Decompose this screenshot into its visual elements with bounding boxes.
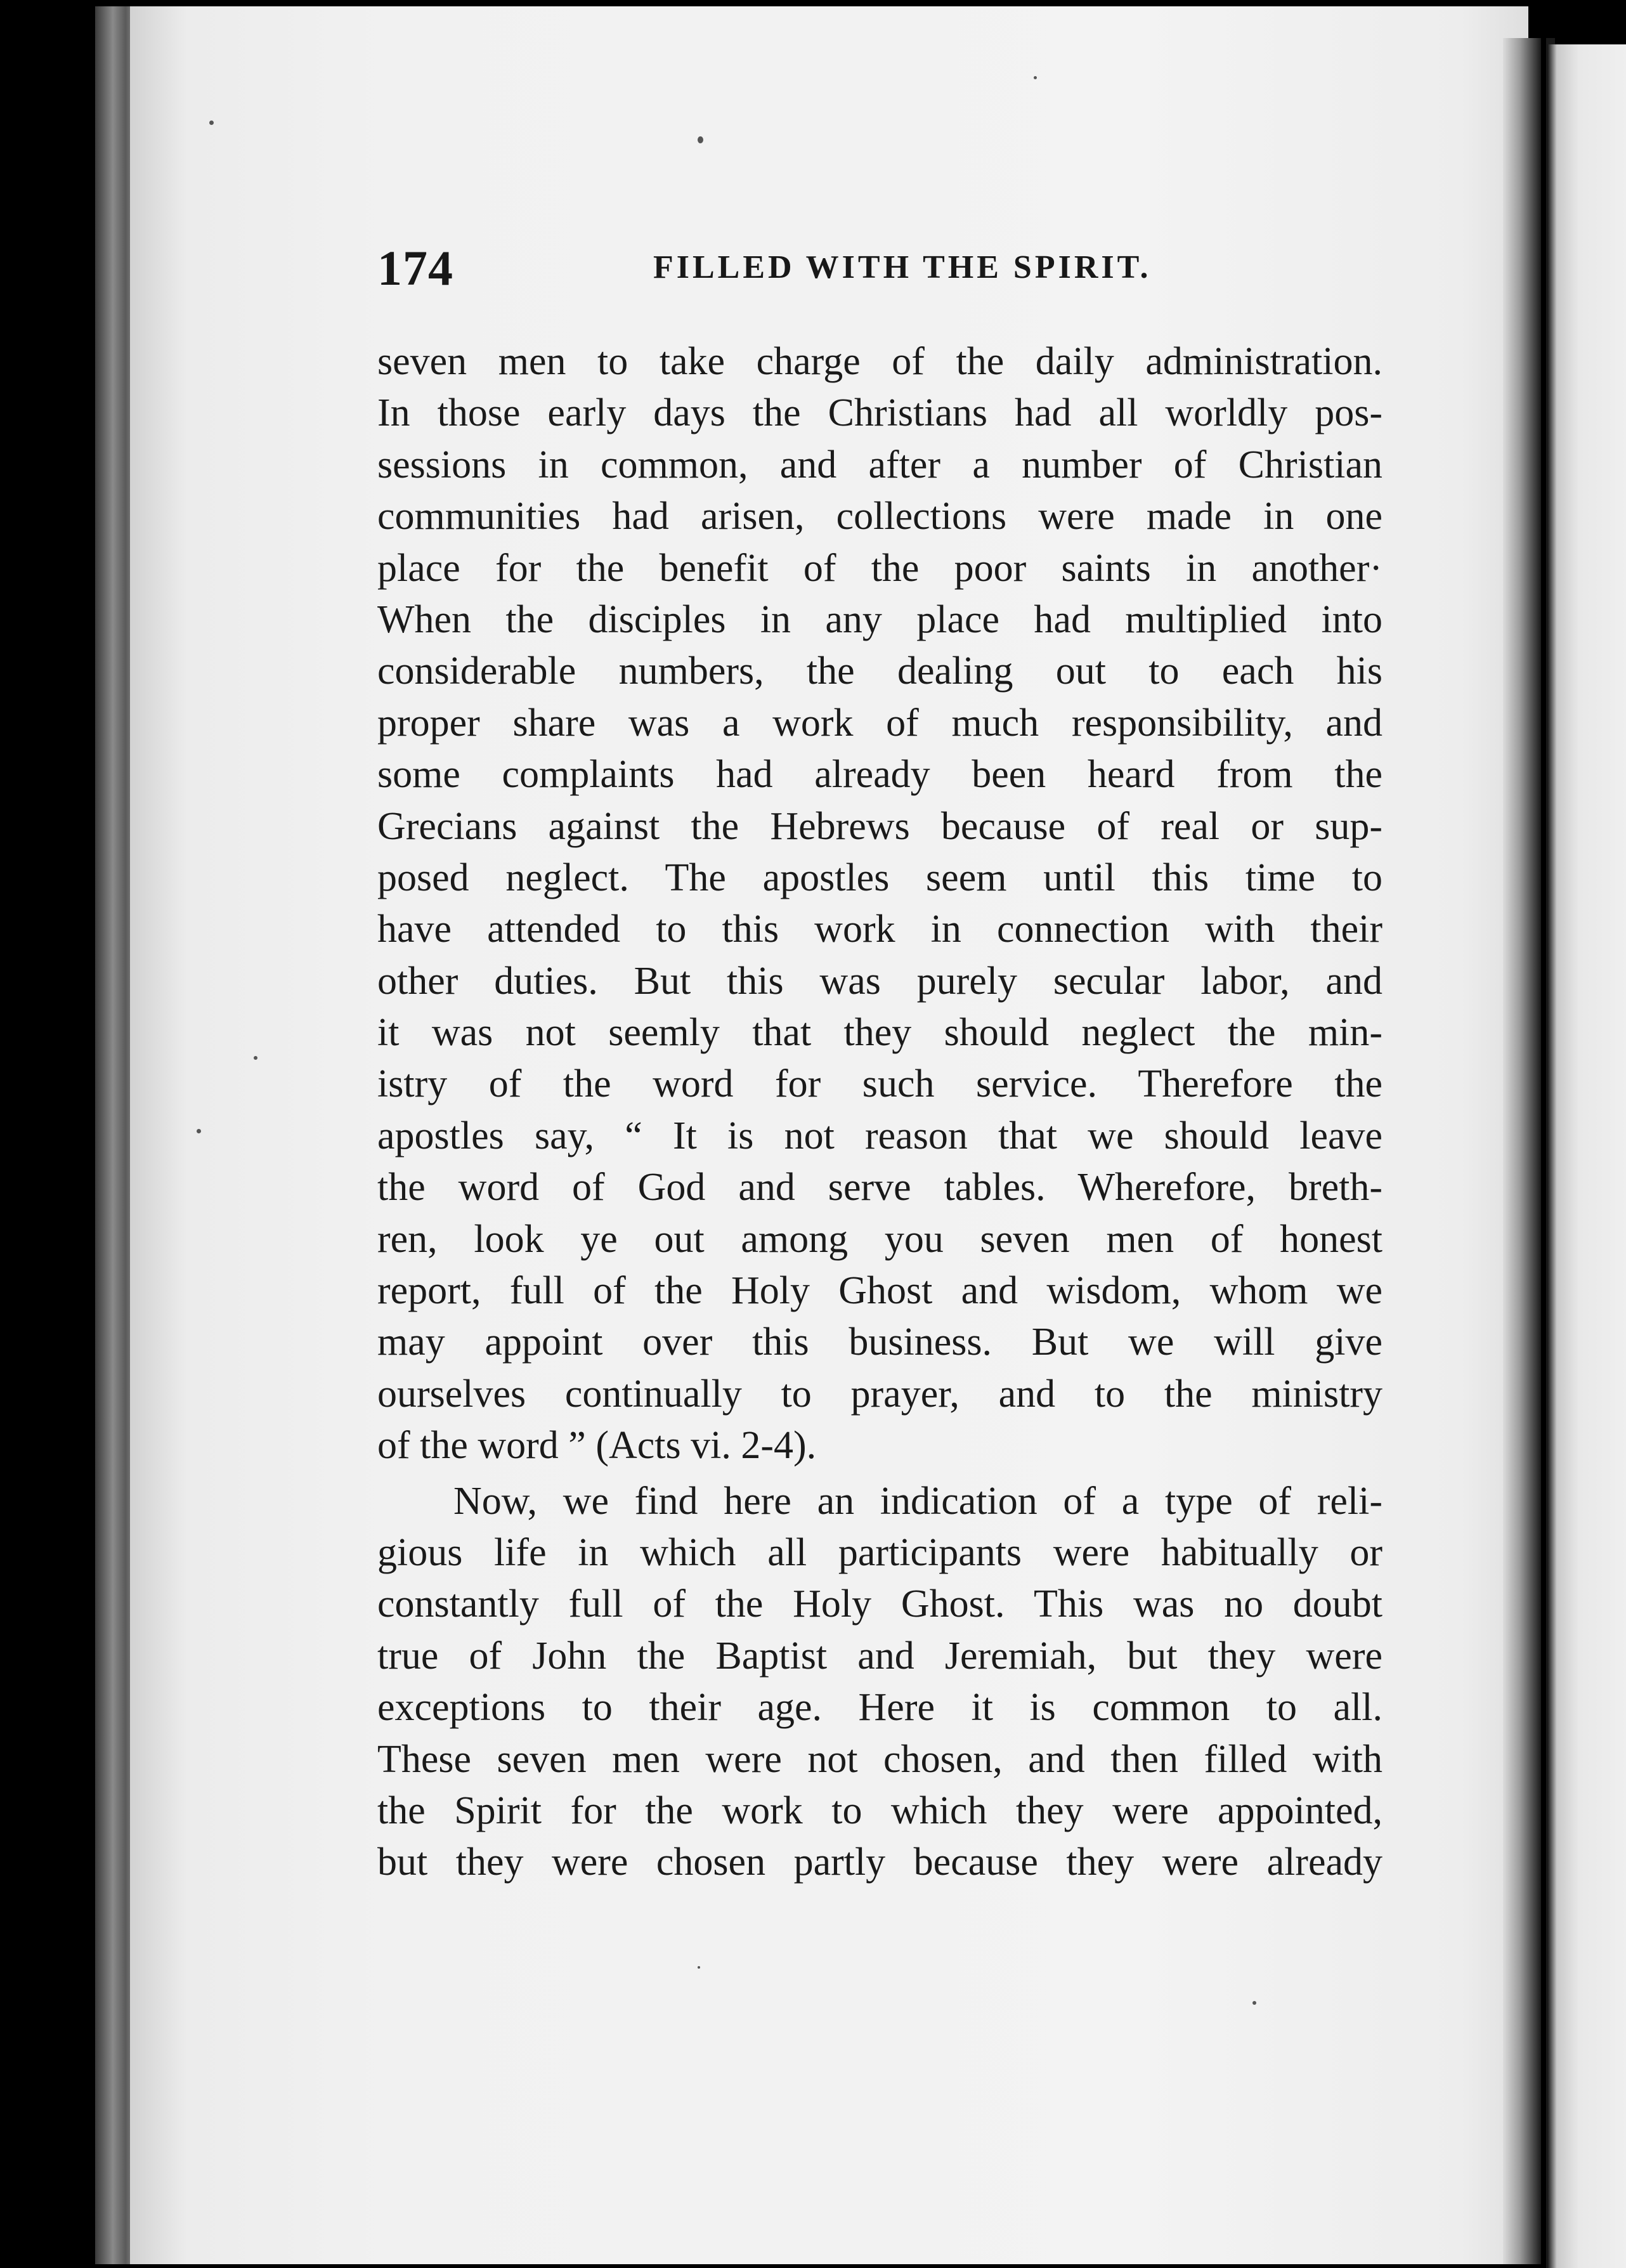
page-number: 174	[377, 240, 453, 296]
dust-speck	[698, 136, 703, 143]
body-text	[377, 336, 1382, 1889]
dust-speck	[1252, 2001, 1256, 2005]
page-gutter-shadow	[1503, 38, 1541, 2264]
facing-page-edge	[1547, 44, 1626, 2268]
text-line: ren, look ye out among you seven men of honest	[377, 1217, 1382, 1261]
text-line: ourselves continually to prayer, and to the ministry	[377, 1372, 1382, 1416]
text-line: exceptions to their age. Here it is common to all.	[377, 1686, 1382, 1730]
text-line: may appoint over this business. But we will give	[377, 1320, 1382, 1364]
text-line: of the word ” (Acts vi. 2-4).	[377, 1424, 817, 1468]
text-line: the word of God and serve tables. Wherefore, breth-	[377, 1166, 1382, 1209]
text-line: proper share was a work of much responsibility, and	[377, 701, 1382, 745]
text-line: constantly full of the Holy Ghost. This was no doubt	[377, 1582, 1382, 1626]
text-line: other duties. But this was purely secular labor, and	[377, 959, 1382, 1003]
text-line: but they were chosen partly because they were already	[377, 1841, 1382, 1884]
text-line: Now, we find here an indication of a type of reli-	[453, 1479, 1382, 1523]
dust-speck	[197, 1129, 201, 1133]
dust-speck	[254, 1056, 257, 1060]
text-line: place for the benefit of the poor saints in another·	[377, 546, 1382, 590]
text-line: sessions in common, and after a number of Christian	[377, 443, 1382, 486]
text-line: In those early days the Christians had all worldly pos-	[377, 391, 1382, 435]
text-line: istry of the word for such service. Therefore the	[377, 1062, 1382, 1106]
text-line: communities had arisen, collections were made in one	[377, 495, 1382, 538]
dust-speck	[1034, 76, 1037, 79]
page-header	[377, 240, 1376, 316]
running-head: FILLED WITH THE SPIRIT.	[653, 249, 1152, 285]
text-line: Grecians against the Hebrews because of real or sup-	[377, 804, 1382, 848]
paragraph	[377, 336, 1382, 1472]
text-line: posed neglect. The apostles seem until this time to	[377, 856, 1382, 899]
dust-speck	[698, 1966, 700, 1969]
text-line: report, full of the Holy Ghost and wisdom, whom we	[377, 1269, 1382, 1313]
text-line: true of John the Baptist and Jeremiah, but they were	[377, 1634, 1382, 1678]
text-line: some complaints had already been heard from the	[377, 753, 1382, 797]
text-line: apostles say, “ It is not reason that we should leave	[377, 1114, 1382, 1157]
text-line: the Spirit for the work to which they were appointed,	[377, 1789, 1382, 1832]
text-line: it was not seemly that they should neglect the min-	[377, 1011, 1382, 1055]
text-line: have attended to this work in connection with their	[377, 908, 1382, 951]
text-line: These seven men were not chosen, and then filled with	[377, 1737, 1382, 1781]
text-line: gious life in which all participants were habitually or	[377, 1530, 1382, 1574]
dust-speck	[209, 121, 214, 125]
paragraph	[377, 1476, 1382, 1889]
text-line: seven men to take charge of the daily administration.	[377, 340, 1382, 383]
text-line: When the disciples in any place had multiplied into	[377, 597, 1382, 641]
text-line: considerable numbers, the dealing out to each his	[377, 649, 1382, 693]
